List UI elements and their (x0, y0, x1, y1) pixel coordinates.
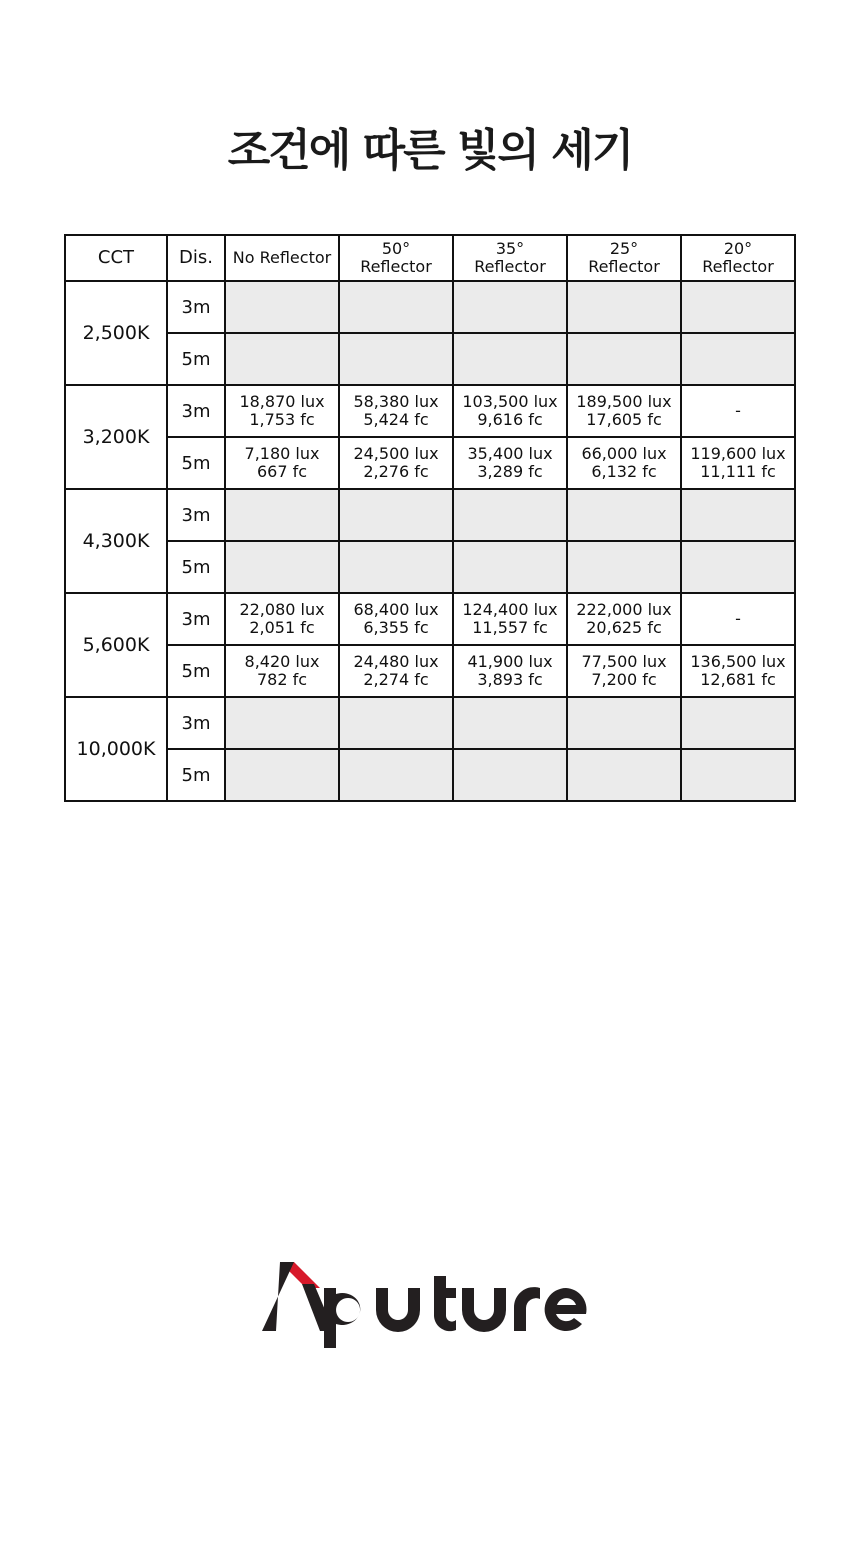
cct-cell: 10,000K (65, 697, 167, 801)
value-cell (453, 645, 567, 697)
cct-cell: 3,200K (65, 385, 167, 489)
value-cell (567, 749, 681, 801)
fc-value: 5,424 fc (363, 410, 429, 429)
logo-wordmark (324, 1276, 586, 1348)
value-cell (339, 281, 453, 333)
value-cell (225, 541, 339, 593)
header-cct: CCT (65, 235, 167, 281)
value-cell (225, 593, 339, 645)
cct-cell: 2,500K (65, 281, 167, 385)
lux-value: 7,180 lux (244, 444, 320, 463)
value-cell (339, 645, 453, 697)
value-cell (567, 281, 681, 333)
lux-value: 58,380 lux (353, 392, 439, 411)
table-row (65, 489, 795, 541)
table-row (65, 437, 795, 489)
lux-value: 35,400 lux (467, 444, 553, 463)
value-cell (453, 385, 567, 437)
fc-value: 6,132 fc (591, 462, 657, 481)
lux-value: - (735, 401, 741, 420)
lux-value: 222,000 lux (576, 600, 672, 619)
value-cell (225, 333, 339, 385)
value-cell (225, 385, 339, 437)
lux-value: 22,080 lux (239, 600, 325, 619)
fc-value: 9,616 fc (477, 410, 543, 429)
value-cell (567, 541, 681, 593)
lux-value: 77,500 lux (581, 652, 667, 671)
value-cell (681, 593, 795, 645)
fc-value: 11,111 fc (700, 462, 776, 481)
distance-cell: 5m (167, 645, 225, 697)
value-cell (339, 489, 453, 541)
fc-value: 2,276 fc (363, 462, 429, 481)
value-cell (339, 385, 453, 437)
value-cell (453, 281, 567, 333)
page-title: 조건에 따른 빛의 세기 (227, 125, 633, 177)
light-intensity-table (64, 234, 796, 802)
value-cell (225, 437, 339, 489)
value-cell (453, 697, 567, 749)
value-cell (681, 333, 795, 385)
value-cell (225, 645, 339, 697)
header-25-reflector: 25° Reflector (567, 235, 681, 281)
lux-value: 24,500 lux (353, 444, 439, 463)
value-cell (339, 593, 453, 645)
value-cell (567, 333, 681, 385)
value-cell (225, 749, 339, 801)
lux-value: 24,480 lux (353, 652, 439, 671)
fc-value: 2,274 fc (363, 670, 429, 689)
value-cell (681, 749, 795, 801)
fc-value: 3,289 fc (477, 462, 543, 481)
lux-value: 68,400 lux (353, 600, 439, 619)
value-cell (681, 541, 795, 593)
value-cell (681, 697, 795, 749)
header-20-reflector: 20° Reflector (681, 235, 795, 281)
header-50-reflector: 50° Reflector (339, 235, 453, 281)
value-cell (453, 437, 567, 489)
fc-value: 12,681 fc (700, 670, 776, 689)
value-cell (567, 593, 681, 645)
value-cell (567, 697, 681, 749)
fc-value: 1,753 fc (249, 410, 315, 429)
value-cell (567, 489, 681, 541)
table-row (65, 541, 795, 593)
value-cell (339, 697, 453, 749)
lux-value: 103,500 lux (462, 392, 558, 411)
table-row (65, 645, 795, 697)
fc-value: 7,200 fc (591, 670, 657, 689)
value-cell (453, 489, 567, 541)
table-row (65, 697, 795, 749)
header-no-reflector: No Reflector (225, 235, 339, 281)
value-cell (453, 541, 567, 593)
aputure-logo (262, 1262, 598, 1348)
value-cell (339, 437, 453, 489)
value-cell (681, 281, 795, 333)
lux-value: 18,870 lux (239, 392, 325, 411)
value-cell (339, 333, 453, 385)
fc-value: 20,625 fc (586, 618, 662, 637)
value-cell (567, 645, 681, 697)
table-header-row (65, 235, 795, 281)
value-cell (225, 281, 339, 333)
distance-cell: 5m (167, 541, 225, 593)
lux-value: - (735, 609, 741, 628)
fc-value: 782 fc (256, 670, 308, 689)
value-cell (453, 333, 567, 385)
fc-value: 2,051 fc (249, 618, 315, 637)
distance-cell: 3m (167, 697, 225, 749)
lux-value: 189,500 lux (576, 392, 672, 411)
value-cell (567, 385, 681, 437)
distance-cell: 3m (167, 489, 225, 541)
distance-cell: 5m (167, 437, 225, 489)
lux-value: 41,900 lux (467, 652, 553, 671)
value-cell (453, 749, 567, 801)
table-row (65, 749, 795, 801)
lux-value: 136,500 lux (690, 652, 786, 671)
fc-value: 6,355 fc (363, 618, 429, 637)
lux-value: 124,400 lux (462, 600, 558, 619)
cct-cell: 4,300K (65, 489, 167, 593)
value-cell (225, 697, 339, 749)
distance-cell: 3m (167, 593, 225, 645)
distance-cell: 5m (167, 333, 225, 385)
header-distance: Dis. (167, 235, 225, 281)
value-cell (339, 541, 453, 593)
value-cell (225, 489, 339, 541)
lux-value: 8,420 lux (244, 652, 320, 671)
fc-value: 667 fc (256, 462, 308, 481)
value-cell (339, 749, 453, 801)
value-cell (681, 645, 795, 697)
fc-value: 3,893 fc (477, 670, 543, 689)
table-row (65, 333, 795, 385)
lux-value: 66,000 lux (581, 444, 667, 463)
fc-value: 17,605 fc (586, 410, 662, 429)
distance-cell: 3m (167, 281, 225, 333)
logo-a-shape (262, 1262, 294, 1331)
fc-value: 11,557 fc (472, 618, 548, 637)
value-cell (567, 437, 681, 489)
cct-cell: 5,600K (65, 593, 167, 697)
lux-value: 119,600 lux (690, 444, 786, 463)
value-cell (453, 593, 567, 645)
value-cell (681, 437, 795, 489)
value-cell (681, 489, 795, 541)
header-35-reflector: 35° Reflector (453, 235, 567, 281)
table-row (65, 593, 795, 645)
distance-cell: 3m (167, 385, 225, 437)
distance-cell: 5m (167, 749, 225, 801)
table-row (65, 281, 795, 333)
value-cell (681, 385, 795, 437)
table-row (65, 385, 795, 437)
